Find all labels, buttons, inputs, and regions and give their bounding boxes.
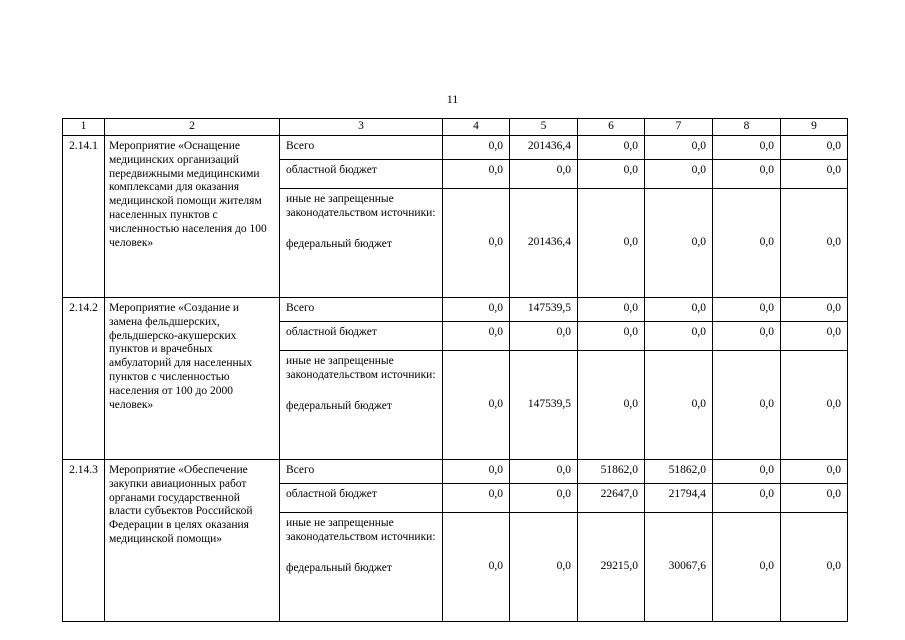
regional-value: 0,0 <box>443 160 510 189</box>
table-row <box>63 460 848 484</box>
total-value: 0,0 <box>781 460 848 484</box>
regional-value: 0,0 <box>510 484 578 513</box>
header-cell: 1 <box>63 119 105 136</box>
regional-budget-label: областной бюджет <box>280 160 443 189</box>
header-cell: 9 <box>781 119 848 136</box>
other-sources-label: иные не запрещенные законодательством источники: <box>286 517 436 543</box>
federal-value: 0,0 <box>443 351 510 460</box>
total-value: 0,0 <box>578 136 645 160</box>
item-description: Мероприятие «Оснащение медицинских организаций передвижными медицинскими комплексами для оказания медицинской помощи жителям населенных пунктов с численностью населения до 100 человек» <box>105 136 280 298</box>
other-sources-cell <box>280 513 443 622</box>
regional-value: 0,0 <box>645 322 713 351</box>
federal-value: 0,0 <box>781 513 848 622</box>
regional-value: 0,0 <box>510 322 578 351</box>
total-value: 0,0 <box>443 298 510 322</box>
header-cell: 3 <box>280 119 443 136</box>
regional-value: 0,0 <box>713 484 781 513</box>
header-cell: 5 <box>510 119 578 136</box>
total-value: 0,0 <box>443 460 510 484</box>
total-label: Всего <box>280 298 443 322</box>
federal-value: 201436,4 <box>510 189 578 298</box>
total-value: 147539,5 <box>510 298 578 322</box>
regional-value: 0,0 <box>781 160 848 189</box>
federal-value: 0,0 <box>645 351 713 460</box>
total-value: 0,0 <box>645 136 713 160</box>
regional-value: 0,0 <box>443 484 510 513</box>
table-row <box>63 298 848 322</box>
item-number: 2.14.2 <box>63 298 105 460</box>
total-value: 0,0 <box>781 136 848 160</box>
federal-value: 0,0 <box>713 513 781 622</box>
federal-value: 147539,5 <box>510 351 578 460</box>
regional-value: 0,0 <box>781 322 848 351</box>
regional-value: 0,0 <box>645 160 713 189</box>
other-sources-label: иные не запрещенные законодательством источники: <box>286 193 436 219</box>
regional-value: 0,0 <box>578 160 645 189</box>
other-sources-cell <box>280 189 443 298</box>
federal-value: 0,0 <box>713 351 781 460</box>
header-row <box>63 119 848 136</box>
regional-budget-label: областной бюджет <box>280 322 443 351</box>
federal-value: 0,0 <box>443 189 510 298</box>
total-label: Всего <box>280 136 443 160</box>
header-cell: 4 <box>443 119 510 136</box>
regional-value: 0,0 <box>713 160 781 189</box>
item-number: 2.14.1 <box>63 136 105 298</box>
total-value: 0,0 <box>713 298 781 322</box>
other-sources-cell <box>280 351 443 460</box>
regional-value: 0,0 <box>578 322 645 351</box>
funding-table <box>62 118 848 622</box>
total-value: 0,0 <box>578 298 645 322</box>
federal-budget-label: федеральный бюджет <box>286 237 392 250</box>
header-cell: 6 <box>578 119 645 136</box>
total-value: 201436,4 <box>510 136 578 160</box>
item-description: Мероприятие «Создание и замена фельдшерских, фельдшерско-акушерских пунктов и врачебных амбулаторий для населенных пунктов с численностью населения от 100 до 2000 человек» <box>105 298 280 460</box>
regional-value: 0,0 <box>713 322 781 351</box>
total-value: 51862,0 <box>578 460 645 484</box>
regional-value: 21794,4 <box>645 484 713 513</box>
total-value: 0,0 <box>781 298 848 322</box>
federal-budget-label: федеральный бюджет <box>286 399 392 412</box>
header-cell: 2 <box>105 119 280 136</box>
federal-value: 0,0 <box>781 351 848 460</box>
header-cell: 8 <box>713 119 781 136</box>
header-cell: 7 <box>645 119 713 136</box>
other-sources-label: иные не запрещенные законодательством источники: <box>286 355 436 381</box>
total-value: 0,0 <box>713 136 781 160</box>
total-value: 51862,0 <box>645 460 713 484</box>
regional-budget-label: областной бюджет <box>280 484 443 513</box>
federal-value: 0,0 <box>578 189 645 298</box>
total-value: 0,0 <box>713 460 781 484</box>
federal-value: 0,0 <box>645 189 713 298</box>
total-label: Всего <box>280 460 443 484</box>
federal-value: 29215,0 <box>578 513 645 622</box>
regional-value: 0,0 <box>781 484 848 513</box>
federal-value: 0,0 <box>781 189 848 298</box>
total-value: 0,0 <box>645 298 713 322</box>
regional-value: 22647,0 <box>578 484 645 513</box>
regional-value: 0,0 <box>443 322 510 351</box>
total-value: 0,0 <box>510 460 578 484</box>
federal-budget-label: федеральный бюджет <box>286 561 392 574</box>
item-description: Мероприятие «Обеспечение закупки авиационных работ органами государственной власти субъектов Российской Федерации в целях оказания медицинской помощи» <box>105 460 280 622</box>
page-number: 11 <box>446 92 459 106</box>
regional-value: 0,0 <box>510 160 578 189</box>
federal-value: 0,0 <box>443 513 510 622</box>
federal-value: 0,0 <box>713 189 781 298</box>
federal-value: 0,0 <box>510 513 578 622</box>
federal-value: 30067,6 <box>645 513 713 622</box>
federal-value: 0,0 <box>578 351 645 460</box>
total-value: 0,0 <box>443 136 510 160</box>
item-number: 2.14.3 <box>63 460 105 622</box>
table-row <box>63 136 848 160</box>
